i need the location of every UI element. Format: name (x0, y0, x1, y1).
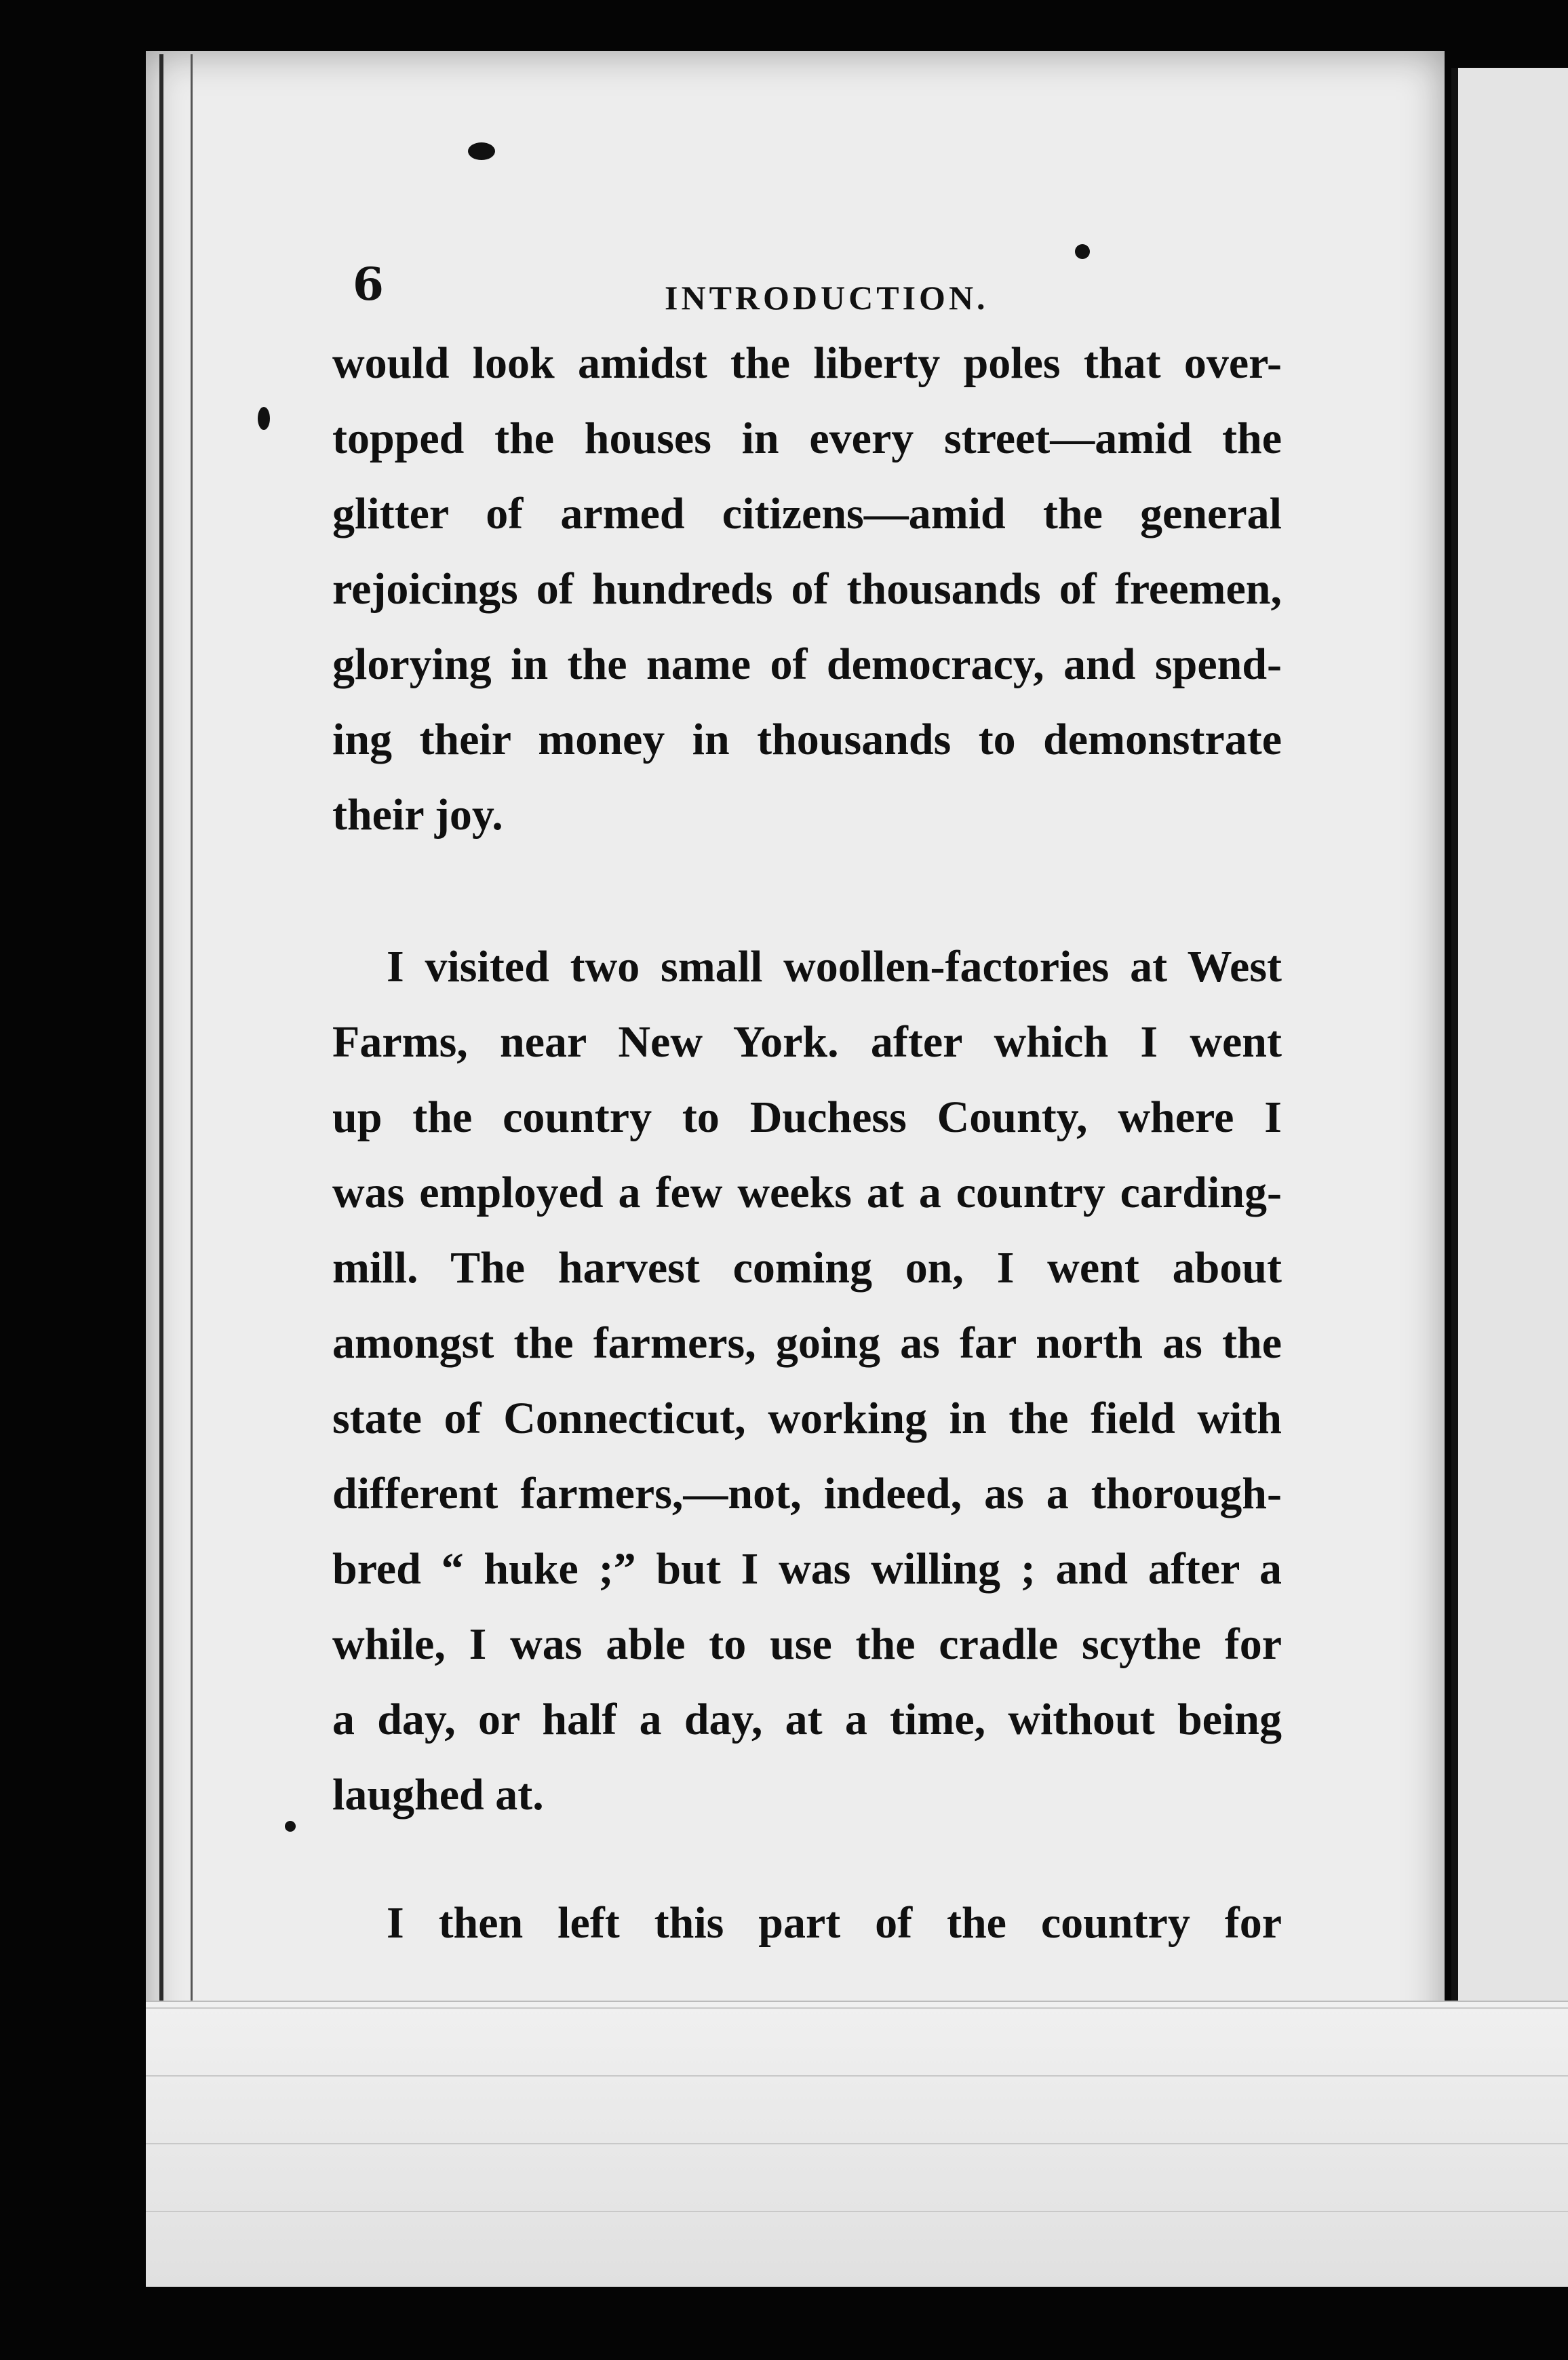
text-line: I then left this part of the country for (387, 1898, 1282, 1948)
text-line: amongst the farmers, going as far north as the (332, 1318, 1282, 1368)
scan-rule-line (146, 2211, 1568, 2212)
ink-speck (258, 407, 270, 430)
text-line: glorying in the name of democracy, and spend- (332, 640, 1282, 689)
text-line: a day, or half a day, at a time, without being (332, 1695, 1282, 1744)
text-line: while, I was able to use the cradle scythe for (332, 1619, 1282, 1669)
scan-rule-line (146, 2143, 1568, 2144)
ink-speck (468, 142, 495, 160)
page-number: 6 (353, 258, 384, 311)
text-line: mill. The harvest coming on, I went about (332, 1243, 1282, 1293)
text-line: up the country to Duchess County, where I (332, 1093, 1282, 1142)
text-line: laughed at. (332, 1770, 544, 1820)
scan-rule-line (146, 2007, 1568, 2009)
paragraph-2 (332, 929, 1282, 1832)
running-head: INTRODUCTION. (665, 279, 989, 317)
ink-speck (285, 1821, 296, 1832)
text-line: I visited two small woollen-factories at West (387, 942, 1282, 991)
paragraph-1 (332, 326, 1282, 852)
paragraph-3 (332, 1885, 1282, 1961)
text-line: different farmers,—not, indeed, as a thorough- (332, 1469, 1282, 1518)
ink-speck (1075, 244, 1090, 259)
text-line: their joy. (332, 790, 503, 840)
adjacent-page-edge (1451, 68, 1568, 2272)
text-line: would look amidst the liberty poles that over- (332, 338, 1282, 388)
text-line: Farms, near New York. after which I went (332, 1017, 1282, 1067)
text-line: glitter of armed citizens—amid the general (332, 489, 1282, 538)
text-line: rejoicings of hundreds of thousands of freemen, (332, 564, 1282, 614)
text-line: was employed a few weeks at a country carding- (332, 1168, 1282, 1217)
page-spine-edge (159, 54, 193, 2279)
text-line: state of Connecticut, working in the field with (332, 1394, 1282, 1443)
text-line: topped the houses in every street—amid the (332, 414, 1282, 463)
scan-rule-line (146, 2075, 1568, 2077)
text-line: ing their money in thousands to demonstrate (332, 715, 1282, 764)
text-line: bred “ huke ;” but I was willing ; and after a (332, 1544, 1282, 1594)
